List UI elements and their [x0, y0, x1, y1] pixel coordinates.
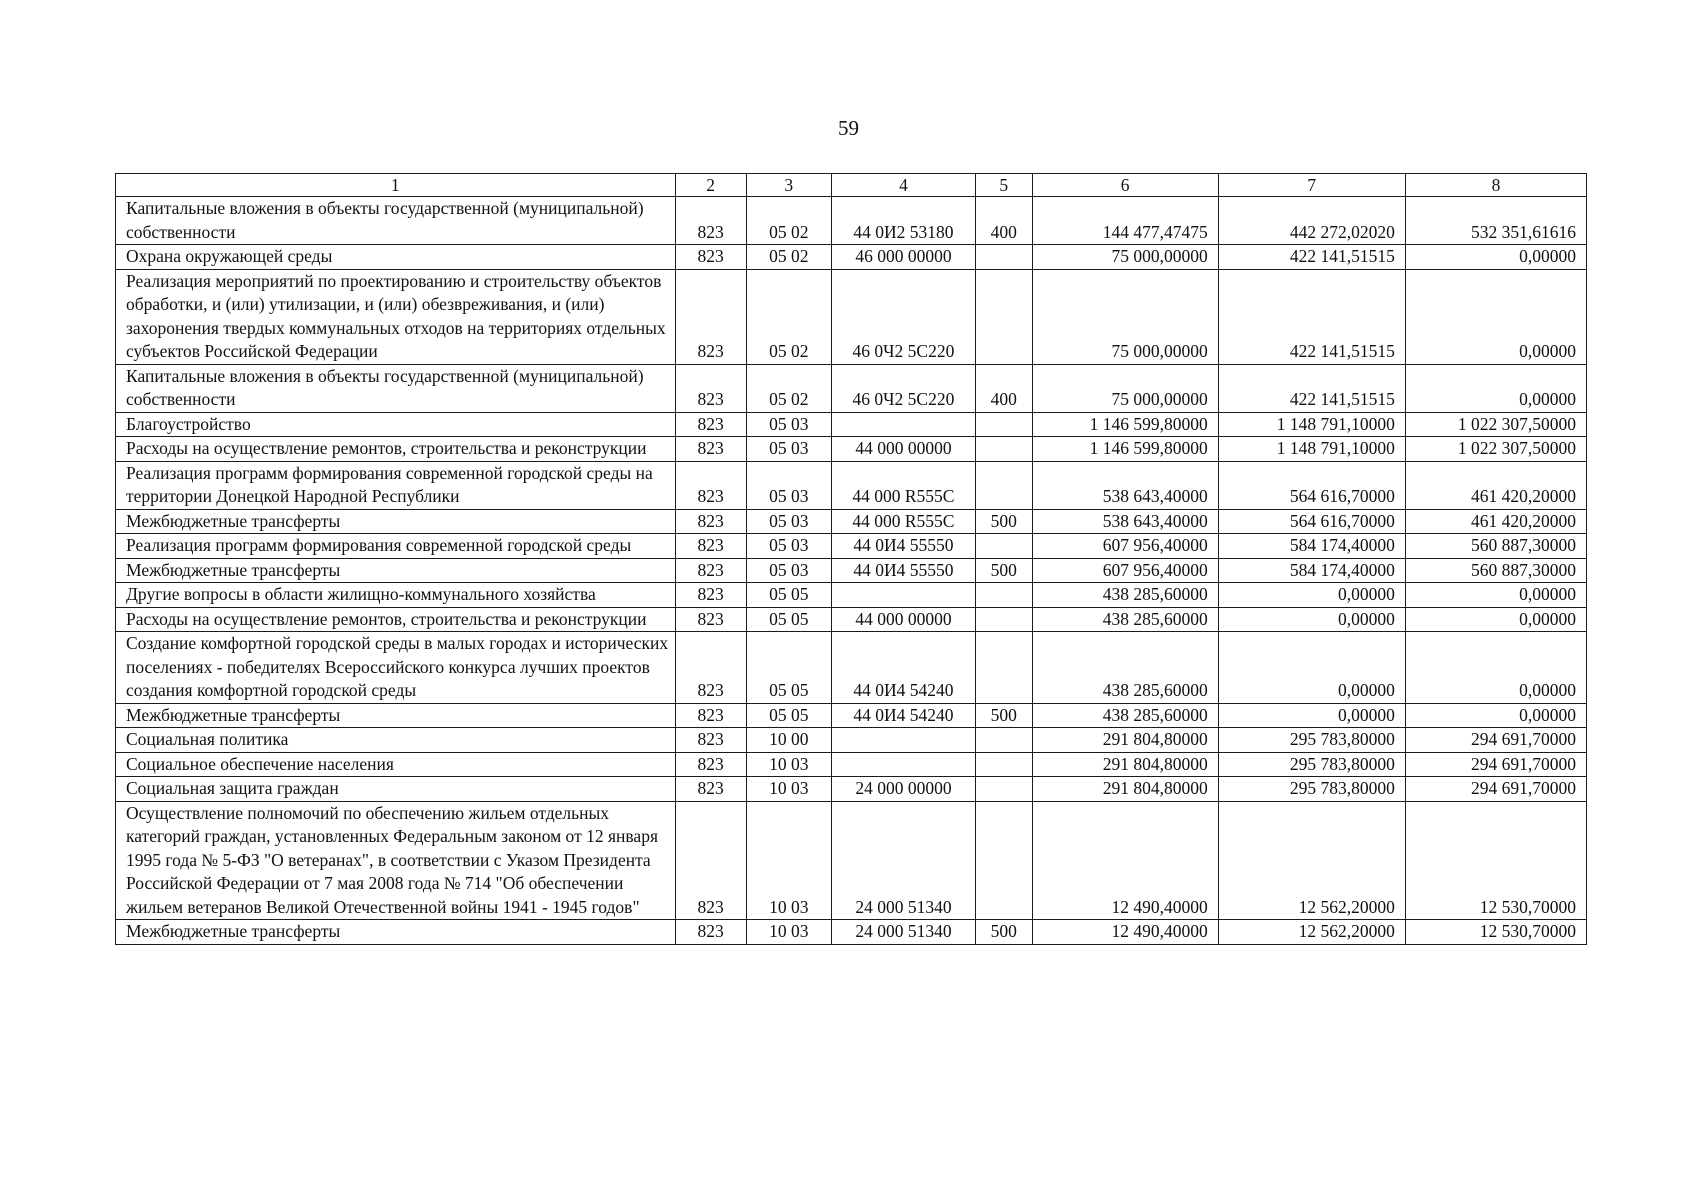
column-number: 3	[746, 174, 831, 197]
row-grbs-cell: 823	[675, 364, 746, 412]
page-number: 59	[838, 116, 859, 140]
row-amount-col8-cell: 461 420,20000	[1405, 509, 1586, 534]
row-section-cell: 05 03	[746, 534, 831, 559]
table-row	[116, 583, 1587, 608]
row-target-article-cell: 44 000 R555C	[831, 461, 975, 509]
row-name-cell: Благоустройство	[116, 412, 676, 437]
row-name-cell: Реализация программ формирования современной городской среды	[116, 534, 676, 559]
row-amount-col6-cell: 438 285,60000	[1032, 632, 1218, 704]
column-number: 5	[975, 174, 1032, 197]
row-target-article-cell: 44 0И4 54240	[831, 703, 975, 728]
row-expense-type-cell	[975, 461, 1032, 509]
row-name-cell: Реализация программ формирования современной городской среды на территории Донецкой Народной Республики	[116, 461, 676, 509]
table-row	[116, 777, 1587, 802]
row-section-cell: 10 03	[746, 777, 831, 802]
row-expense-type-cell: 500	[975, 558, 1032, 583]
row-target-article-cell	[831, 752, 975, 777]
row-amount-col6-cell: 538 643,40000	[1032, 461, 1218, 509]
row-target-article-cell: 24 000 51340	[831, 801, 975, 920]
row-amount-col8-cell: 0,00000	[1405, 703, 1586, 728]
row-name-cell: Межбюджетные трансферты	[116, 558, 676, 583]
row-amount-col7-cell: 1 148 791,10000	[1218, 412, 1405, 437]
row-amount-col6-cell: 12 490,40000	[1032, 920, 1218, 945]
row-grbs-cell: 823	[675, 632, 746, 704]
row-name-cell: Создание комфортной городской среды в малых городах и исторических поселениях - победителях Всероссийского конкурса лучших проектов создания комфортной городской среды	[116, 632, 676, 704]
row-amount-col7-cell: 422 141,51515	[1218, 364, 1405, 412]
row-amount-col6-cell: 438 285,60000	[1032, 607, 1218, 632]
row-amount-col6-cell: 291 804,80000	[1032, 728, 1218, 753]
row-grbs-cell: 823	[675, 269, 746, 364]
row-target-article-cell: 44 000 00000	[831, 607, 975, 632]
row-grbs-cell: 823	[675, 583, 746, 608]
row-amount-col6-cell: 438 285,60000	[1032, 583, 1218, 608]
row-expense-type-cell	[975, 607, 1032, 632]
row-section-cell: 05 03	[746, 437, 831, 462]
row-amount-col6-cell: 75 000,00000	[1032, 269, 1218, 364]
row-amount-col7-cell: 0,00000	[1218, 607, 1405, 632]
row-amount-col6-cell: 607 956,40000	[1032, 534, 1218, 559]
table-row	[116, 703, 1587, 728]
table-row	[116, 269, 1587, 364]
row-expense-type-cell	[975, 728, 1032, 753]
row-name-cell: Межбюджетные трансферты	[116, 703, 676, 728]
row-amount-col6-cell: 1 146 599,80000	[1032, 412, 1218, 437]
row-amount-col7-cell: 0,00000	[1218, 632, 1405, 704]
row-target-article-cell: 44 0И4 55550	[831, 534, 975, 559]
row-section-cell: 05 03	[746, 558, 831, 583]
row-grbs-cell: 823	[675, 509, 746, 534]
row-section-cell: 05 05	[746, 607, 831, 632]
row-expense-type-cell: 500	[975, 703, 1032, 728]
row-name-cell: Расходы на осуществление ремонтов, строительства и реконструкции	[116, 607, 676, 632]
row-grbs-cell: 823	[675, 534, 746, 559]
row-expense-type-cell	[975, 534, 1032, 559]
row-section-cell: 10 03	[746, 801, 831, 920]
row-target-article-cell: 44 0И2 53180	[831, 197, 975, 245]
row-amount-col8-cell: 0,00000	[1405, 245, 1586, 270]
row-grbs-cell: 823	[675, 412, 746, 437]
row-section-cell: 05 05	[746, 703, 831, 728]
row-grbs-cell: 823	[675, 752, 746, 777]
row-name-cell: Социальное обеспечение населения	[116, 752, 676, 777]
row-amount-col7-cell: 295 783,80000	[1218, 728, 1405, 753]
row-grbs-cell: 823	[675, 437, 746, 462]
column-number: 1	[116, 174, 676, 197]
row-expense-type-cell: 500	[975, 509, 1032, 534]
row-target-article-cell: 24 000 00000	[831, 777, 975, 802]
row-amount-col8-cell: 0,00000	[1405, 583, 1586, 608]
table-row	[116, 461, 1587, 509]
row-amount-col8-cell: 0,00000	[1405, 607, 1586, 632]
row-section-cell: 10 03	[746, 752, 831, 777]
row-amount-col6-cell: 1 146 599,80000	[1032, 437, 1218, 462]
row-name-cell: Социальная политика	[116, 728, 676, 753]
row-amount-col8-cell: 0,00000	[1405, 364, 1586, 412]
row-target-article-cell: 44 000 R555C	[831, 509, 975, 534]
row-target-article-cell	[831, 412, 975, 437]
table-row	[116, 607, 1587, 632]
table-row	[116, 728, 1587, 753]
row-amount-col7-cell: 1 148 791,10000	[1218, 437, 1405, 462]
row-grbs-cell: 823	[675, 461, 746, 509]
row-grbs-cell: 823	[675, 728, 746, 753]
row-section-cell: 05 02	[746, 364, 831, 412]
row-expense-type-cell	[975, 437, 1032, 462]
row-amount-col8-cell: 532 351,61616	[1405, 197, 1586, 245]
row-name-cell: Капитальные вложения в объекты государственной (муниципальной) собственности	[116, 197, 676, 245]
row-name-cell: Межбюджетные трансферты	[116, 920, 676, 945]
row-section-cell: 05 03	[746, 509, 831, 534]
row-amount-col6-cell: 607 956,40000	[1032, 558, 1218, 583]
row-amount-col6-cell: 144 477,47475	[1032, 197, 1218, 245]
row-name-cell: Капитальные вложения в объекты государственной (муниципальной) собственности	[116, 364, 676, 412]
row-amount-col8-cell: 12 530,70000	[1405, 920, 1586, 945]
table-row	[116, 412, 1587, 437]
row-amount-col7-cell: 584 174,40000	[1218, 534, 1405, 559]
row-name-cell: Осуществление полномочий по обеспечению жильем отдельных категорий граждан, установленных Федеральным законом от 12 января 1995 года № 5-ФЗ "О ветеранах", в соответствии с Указом Президента Российской Федерации от 7 мая 2008 года № 714 "Об обеспечении жильем ветеранов Великой Отечественной войны 1941 - 1945 годов"	[116, 801, 676, 920]
row-grbs-cell: 823	[675, 607, 746, 632]
table-body	[116, 174, 1587, 945]
row-section-cell: 05 02	[746, 197, 831, 245]
row-amount-col6-cell: 538 643,40000	[1032, 509, 1218, 534]
row-expense-type-cell	[975, 269, 1032, 364]
row-grbs-cell: 823	[675, 777, 746, 802]
row-amount-col7-cell: 295 783,80000	[1218, 777, 1405, 802]
row-amount-col7-cell: 0,00000	[1218, 703, 1405, 728]
row-expense-type-cell	[975, 583, 1032, 608]
row-amount-col7-cell: 295 783,80000	[1218, 752, 1405, 777]
column-number: 8	[1405, 174, 1586, 197]
table-row	[116, 245, 1587, 270]
row-amount-col7-cell: 12 562,20000	[1218, 920, 1405, 945]
row-amount-col6-cell: 438 285,60000	[1032, 703, 1218, 728]
row-amount-col6-cell: 291 804,80000	[1032, 777, 1218, 802]
row-target-article-cell: 46 0Ч2 5С220	[831, 364, 975, 412]
column-number: 4	[831, 174, 975, 197]
row-grbs-cell: 823	[675, 245, 746, 270]
row-amount-col8-cell: 1 022 307,50000	[1405, 437, 1586, 462]
column-number-row	[116, 174, 1587, 197]
row-amount-col7-cell: 564 616,70000	[1218, 509, 1405, 534]
row-amount-col8-cell: 560 887,30000	[1405, 558, 1586, 583]
row-target-article-cell	[831, 583, 975, 608]
row-amount-col8-cell: 0,00000	[1405, 632, 1586, 704]
row-grbs-cell: 823	[675, 558, 746, 583]
row-amount-col8-cell: 294 691,70000	[1405, 752, 1586, 777]
table-row	[116, 920, 1587, 945]
table-row	[116, 752, 1587, 777]
table-row	[116, 364, 1587, 412]
row-amount-col6-cell: 75 000,00000	[1032, 245, 1218, 270]
table-row	[116, 509, 1587, 534]
row-target-article-cell: 44 0И4 55550	[831, 558, 975, 583]
row-target-article-cell: 46 000 00000	[831, 245, 975, 270]
row-name-cell: Другие вопросы в области жилищно-коммунального хозяйства	[116, 583, 676, 608]
row-amount-col7-cell: 564 616,70000	[1218, 461, 1405, 509]
row-section-cell: 05 05	[746, 583, 831, 608]
row-target-article-cell	[831, 728, 975, 753]
column-number: 6	[1032, 174, 1218, 197]
row-expense-type-cell	[975, 752, 1032, 777]
row-section-cell: 05 02	[746, 245, 831, 270]
row-amount-col7-cell: 12 562,20000	[1218, 801, 1405, 920]
row-expense-type-cell: 400	[975, 197, 1032, 245]
table-row	[116, 437, 1587, 462]
row-amount-col7-cell: 422 141,51515	[1218, 245, 1405, 270]
row-name-cell: Межбюджетные трансферты	[116, 509, 676, 534]
row-expense-type-cell: 500	[975, 920, 1032, 945]
row-amount-col7-cell: 442 272,02020	[1218, 197, 1405, 245]
table-row	[116, 632, 1587, 704]
row-expense-type-cell	[975, 412, 1032, 437]
row-section-cell: 05 05	[746, 632, 831, 704]
row-amount-col6-cell: 12 490,40000	[1032, 801, 1218, 920]
row-grbs-cell: 823	[675, 703, 746, 728]
row-name-cell: Охрана окружающей среды	[116, 245, 676, 270]
table-row	[116, 197, 1587, 245]
row-section-cell: 10 00	[746, 728, 831, 753]
row-expense-type-cell	[975, 632, 1032, 704]
row-expense-type-cell	[975, 245, 1032, 270]
row-grbs-cell: 823	[675, 920, 746, 945]
table-row	[116, 558, 1587, 583]
row-amount-col8-cell: 294 691,70000	[1405, 728, 1586, 753]
row-target-article-cell: 24 000 51340	[831, 920, 975, 945]
row-amount-col8-cell: 461 420,20000	[1405, 461, 1586, 509]
row-amount-col8-cell: 1 022 307,50000	[1405, 412, 1586, 437]
row-section-cell: 05 02	[746, 269, 831, 364]
row-amount-col8-cell: 294 691,70000	[1405, 777, 1586, 802]
row-amount-col6-cell: 291 804,80000	[1032, 752, 1218, 777]
row-target-article-cell: 44 0И4 54240	[831, 632, 975, 704]
table-row	[116, 801, 1587, 920]
row-name-cell: Расходы на осуществление ремонтов, строительства и реконструкции	[116, 437, 676, 462]
row-target-article-cell: 46 0Ч2 5С220	[831, 269, 975, 364]
table-row	[116, 534, 1587, 559]
row-amount-col7-cell: 0,00000	[1218, 583, 1405, 608]
column-number: 2	[675, 174, 746, 197]
row-amount-col8-cell: 0,00000	[1405, 269, 1586, 364]
row-grbs-cell: 823	[675, 801, 746, 920]
row-name-cell: Социальная защита граждан	[116, 777, 676, 802]
row-target-article-cell: 44 000 00000	[831, 437, 975, 462]
row-amount-col7-cell: 422 141,51515	[1218, 269, 1405, 364]
row-amount-col8-cell: 12 530,70000	[1405, 801, 1586, 920]
row-section-cell: 10 03	[746, 920, 831, 945]
row-section-cell: 05 03	[746, 412, 831, 437]
budget-table	[115, 173, 1587, 945]
row-grbs-cell: 823	[675, 197, 746, 245]
row-amount-col8-cell: 560 887,30000	[1405, 534, 1586, 559]
row-section-cell: 05 03	[746, 461, 831, 509]
row-expense-type-cell: 400	[975, 364, 1032, 412]
row-expense-type-cell	[975, 777, 1032, 802]
row-expense-type-cell	[975, 801, 1032, 920]
row-amount-col7-cell: 584 174,40000	[1218, 558, 1405, 583]
column-number: 7	[1218, 174, 1405, 197]
row-name-cell: Реализация мероприятий по проектированию и строительству объектов обработки, и (или) утилизации, и (или) обезвреживания, и (или) захоронения твердых коммунальных отходов на территориях отдельных субъектов Российской Федерации	[116, 269, 676, 364]
row-amount-col6-cell: 75 000,00000	[1032, 364, 1218, 412]
